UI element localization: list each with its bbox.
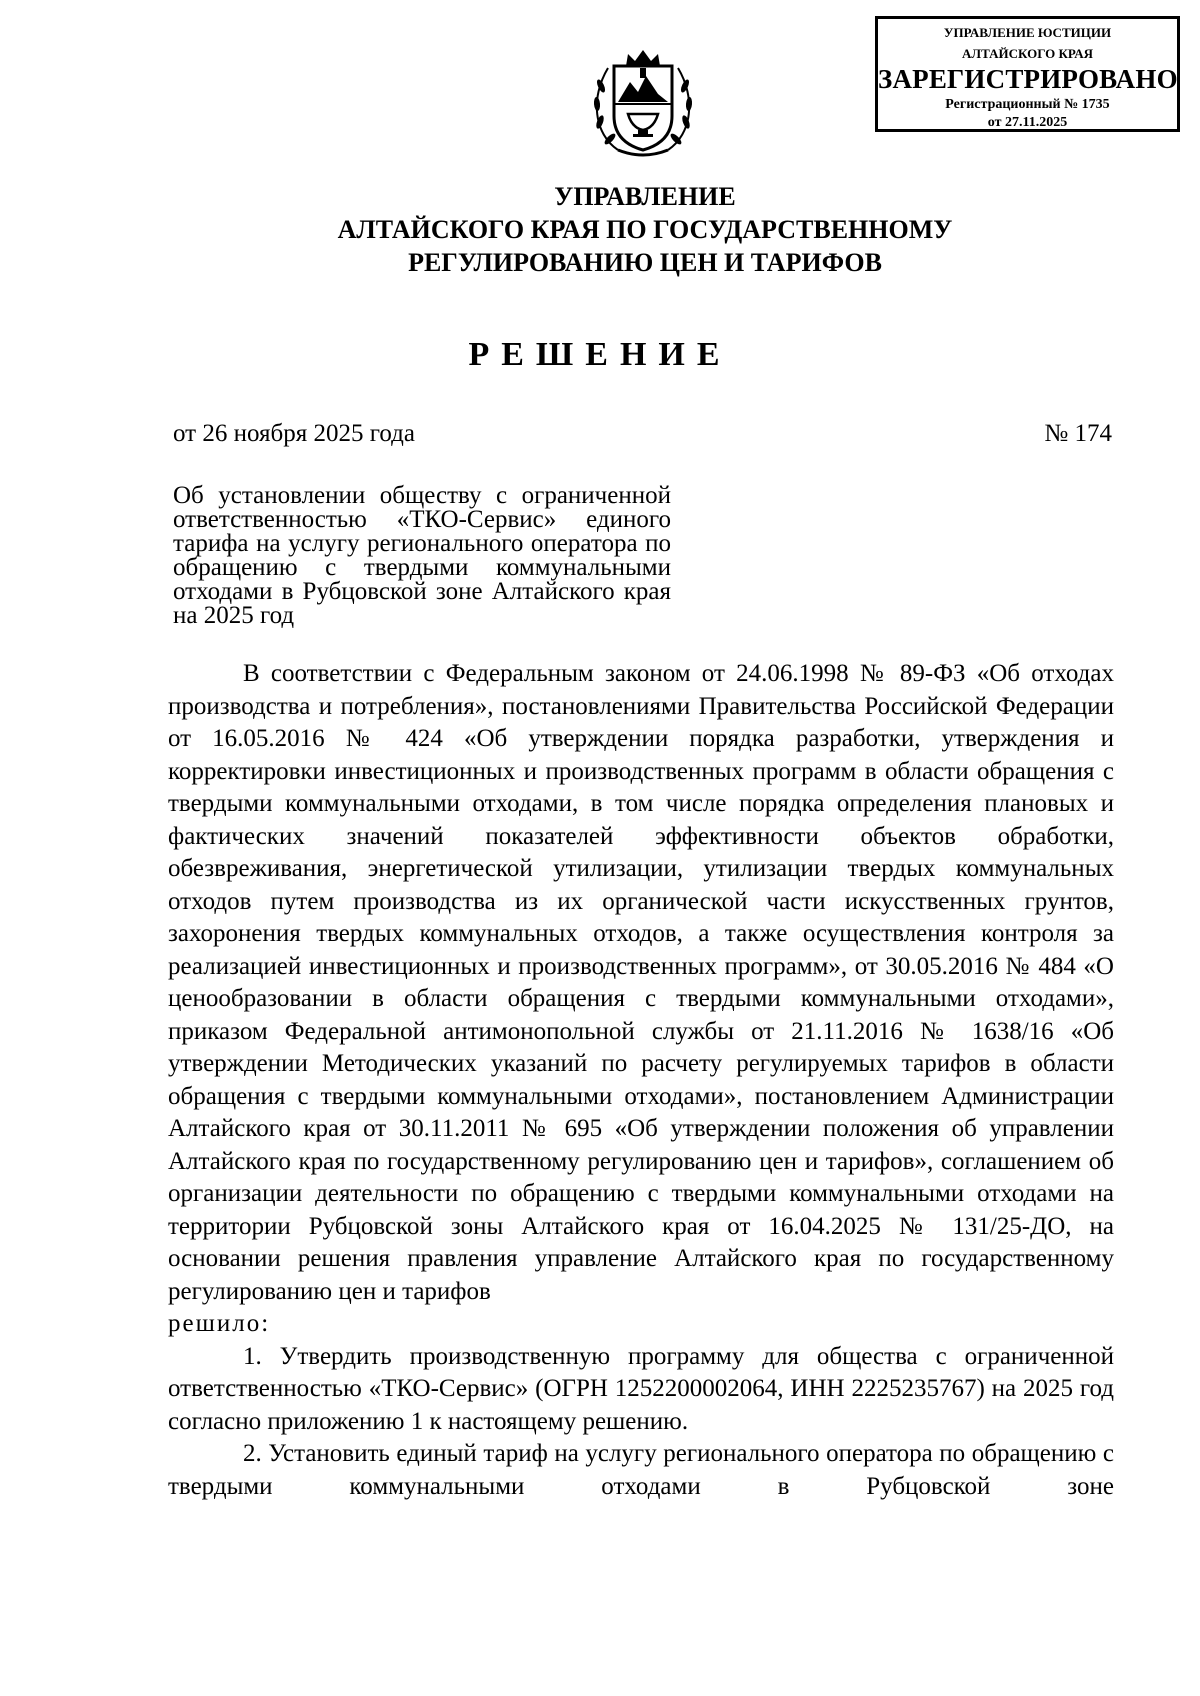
resolved-line: решило: [168, 1310, 271, 1337]
document-subject: Об установлении обществу с ограниченной ответственностью «ТКО-Сервис» единого тарифа на услугу регионального оператора по обращению с твердыми коммунальными отходами в Рубцовской зоне Алтайского края на 2025 год [173, 482, 671, 629]
item-2-paragraph: 2. Установить единый тариф на услугу регионального оператора по обращению с твердыми коммунальными отходами в Рубцовской зоне [168, 1440, 1114, 1500]
stamp-org-line1: УПРАВЛЕНИЕ ЮСТИЦИИ [943, 25, 1112, 40]
document-date: от 26 ноября 2025 года [173, 420, 415, 447]
stamp-reg-date: от 27.11.2025 [987, 115, 1068, 130]
stamp-reg-number: Регистрационный № 1735 [945, 97, 1110, 112]
authority-line2: АЛТАЙСКОГО КРАЯ ПО ГОСУДАРСТВЕННОМУ [337, 215, 953, 244]
document-type: РЕШЕНИЕ [468, 336, 732, 373]
issuing-authority [200, 180, 1090, 279]
stamp-status: ЗАРЕГИСТРИРОВАНО [878, 64, 1178, 94]
authority-line3: РЕГУЛИРОВАНИЮ ЦЕН И ТАРИФОВ [408, 248, 882, 277]
item-1-paragraph: 1. Утвердить производственную программу для общества с ограниченной ответственностью «ТКО-Сервис» (ОГРН 1252200002064, ИНН 2225235767) на 2025 год согласно приложению 1 к настоящему решению. [168, 1342, 1114, 1435]
altai-krai-coat-of-arms-icon [588, 46, 698, 162]
preamble-paragraph: В соответствии с Федеральным законом от 24.06.1998 № 89-ФЗ «Об отходах производства и потребления», постановлениями Правительства Российской Федерации от 16.05.2016 № 424 «Об утверждении порядка разработки, утверждения и корректировки инвестиционных и производственных программ в области обращения с твердыми коммунальными отходами, в том числе порядка определения плановых и фактических значений показателей эффективности объектов обработки, обезвреживания, энергетической утилизации, утилизации твердых коммунальных отходов путем производства из их органической части искусственных грунтов, захоронения твердых коммунальных отходов, а также осуществления контроля за реализацией инвестиционных и производственных программ», от 30.05.2016 № 484 «О ценообразовании в области обращения с твердыми коммунальными отходами», приказом Федеральной антимонопольной службы от 21.11.2016 № 1638/16 «Об утверждении Методических указаний по расчету регулируемых тарифов в области обращения с твердыми коммунальными отходами», постановлением Администрации Алтайского края от 30.11.2011 № 695 «Об утверждении положения об управлении Алтайского края по государственному регулированию цен и тарифов», соглашением об организации деятельности по обращению с твердыми коммунальными отходами на территории Рубцовской зоны Алтайского края от 16.04.2025 № 131/25-ДО, на основании решения правления управление Алтайского края по государственному регулированию цен и тарифов [168, 660, 1114, 1305]
document-body [168, 658, 1114, 1503]
authority-line1: УПРАВЛЕНИЕ [554, 182, 736, 211]
document-number: № 174 [1044, 420, 1112, 447]
stamp-org-line2: АЛТАЙСКОГО КРАЯ [962, 46, 1093, 61]
registration-stamp [875, 16, 1180, 132]
